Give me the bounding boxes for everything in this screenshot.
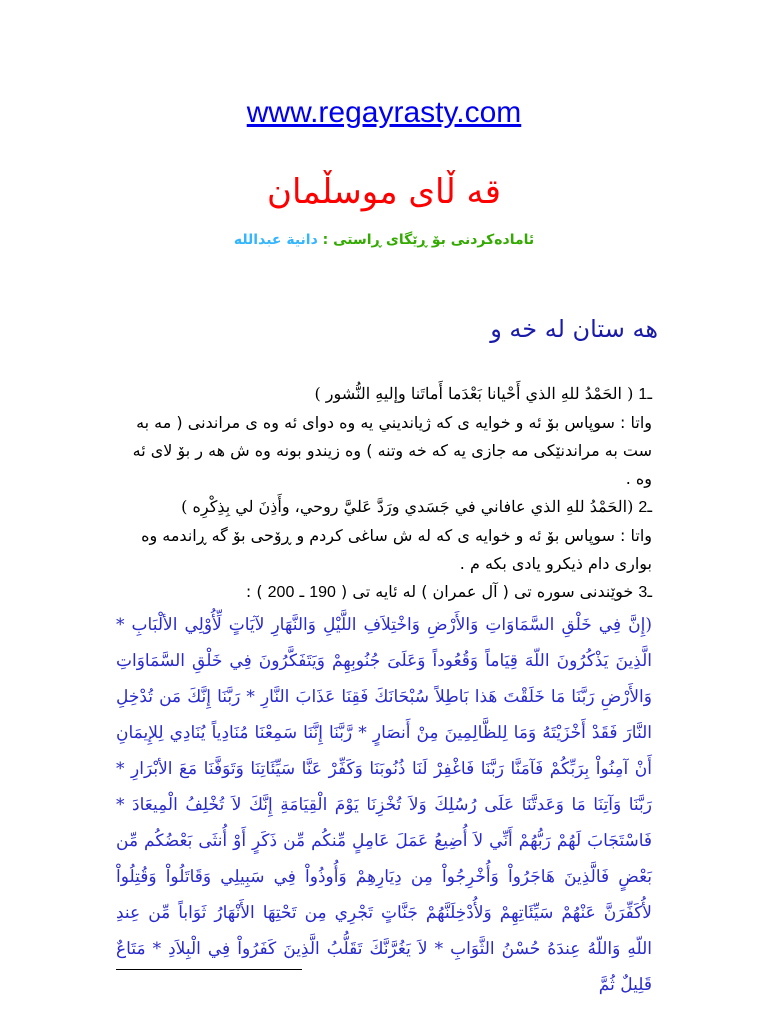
range-start: 190 [309, 584, 336, 601]
author-name: دانیة عبداللە [233, 232, 318, 248]
intro-text: خوێندنی سوره تی ( آل عمران ) له ئایه تی ( [341, 582, 634, 601]
range-separator: ـ [299, 582, 305, 601]
range-end: 200 [267, 584, 295, 601]
item-1-translation: واتا : سوپاس بۆ ئه و خوایه ی که ژیانديني يه وه دوای ئه وه ی مراندنی ( مه به ست به مراندنێکی مه جازی يه که خه وتنه ) وه زيندو بونه وه ش هه ر بۆ لای ئه وه . [132, 413, 652, 488]
document-body [116, 380, 652, 1003]
item-number: 1ـ [638, 386, 652, 403]
page-title: قه ڵای موسڵمان [267, 172, 501, 212]
site-link[interactable]: www.regayrasty.com [246, 96, 522, 129]
arabic-verse: (الحَمْدُ للهِ الذي عافاني في جَسَدي ورَدَّ عَليَّ روحي، وأَذِنَ لي بِذِكْرِه ) [181, 497, 634, 516]
item-3-verse: (إِنَّ فِي خَلْقِ السَّمَاوَاتِ وَالأَرْضِ وَاخْتِلاَفِ اللَّيْلِ وَالنَّهَارِ لآيَاتٍ لِّأُوْلِي الألْبَابِ * الَّذِينَ يَذْكُرُونَ اللّهَ قِيَاماً وَقُعُوداً وَعَلَىَ جُنُوبِهِمْ وَيَتَفَكَّرُونَ فِي خَلْقِ السَّمَاوَاتِ وَالأَرْضِ رَبَّنَا مَا خَلَقْتَ هَذا بَاطِلاً سُبْحَانَكَ فَقِنَا عَذَابَ النَّارِ * رَبَّنَا إِنَّكَ مَن تُدْخِلِ النَّارَ فَقَدْ أَخْزَيْتَهُ وَمَا لِلظَّالِمِينَ مِنْ أَنصَارٍ * رَّبَّنَا إِنَّنَا سَمِعْنَا مُنَادِياً يُنَادِي لِلإِيمَانِ أَنْ آمِنُواْ بِرَبِّكُمْ فَآمَنَّا رَبَّنَا فَاغْفِرْ لَنَا ذُنُوبَنَا وَكَفِّرْ عَنَّا سَيِّئَاتِنَا وَتَوَفَّنَا مَعَ الأبْرَارِ * رَبَّنَا وَآتِنَا مَا وَعَدتَّنَا عَلَى رُسُلِكَ وَلاَ تُخْزِنَا يَوْمَ الْقِيَامَةِ إِنَّكَ لاَ تُخْلِفُ الْمِيعَادَ * فَاسْتَجَابَ لَهُمْ رَبُّهُمْ أَنِّي لاَ أُضِيعُ عَمَلَ عَامِلٍ مِّنكُم مِّن ذَكَرٍ أَوْ أُنثَى بَعْضُكُم مِّن بَعْضٍ فَالَّذِينَ هَاجَرُواْ وَأُخْرِجُواْ مِن دِيَارِهِمْ وَأُوذُواْ فِي سَبِيلِي وَقَاتَلُواْ وَقُتِلُواْ لأُكَفِّرَنَّ عَنْهُمْ سَيِّئَاتِهِمْ وَلأُدْخِلَنَّهُمْ جَنَّاتٍ تَجْرِي مِن تَحْتِهَا الأَنْهَارُ ثَوَاباً مِّن عِندِ اللّهِ وَاللّهُ عِندَهُ حُسْنُ الثَّوَابِ * لاَ يَغُرَّنَّكَ تَقَلُّبُ الَّذِينَ كَفَرُواْ فِي الْبِلاَدِ * مَتَاعٌ قَلِيلٌ ثُمَّ [116, 615, 652, 995]
item-2-verse [116, 493, 652, 522]
prepared-by-label: ئامادەکردنی بۆ ڕێگای ڕاستی : [322, 232, 535, 248]
footnote-separator [116, 969, 302, 970]
arabic-verse: ( الحَمْدُ للهِ الذي أَحْيانا بَعْدَما أَماتَنا وإليهِ النُّشور ) [314, 384, 634, 403]
item-number: 2ـ [638, 499, 652, 516]
item-1-verse [116, 380, 652, 409]
item-number: 3ـ [638, 584, 652, 601]
item-3-intro [116, 578, 652, 607]
intro-end: ) : [245, 582, 263, 601]
subtitle [0, 232, 768, 248]
section-heading: هه ستان له خه و [490, 315, 658, 343]
item-2-translation: واتا : سوپاس بۆ ئه و خوایه ی که له ش ساغی کردم و ڕۆحی بۆ گه ڕاندمه وه بواری دام ذیکرو یادی بکه م . [141, 526, 652, 573]
